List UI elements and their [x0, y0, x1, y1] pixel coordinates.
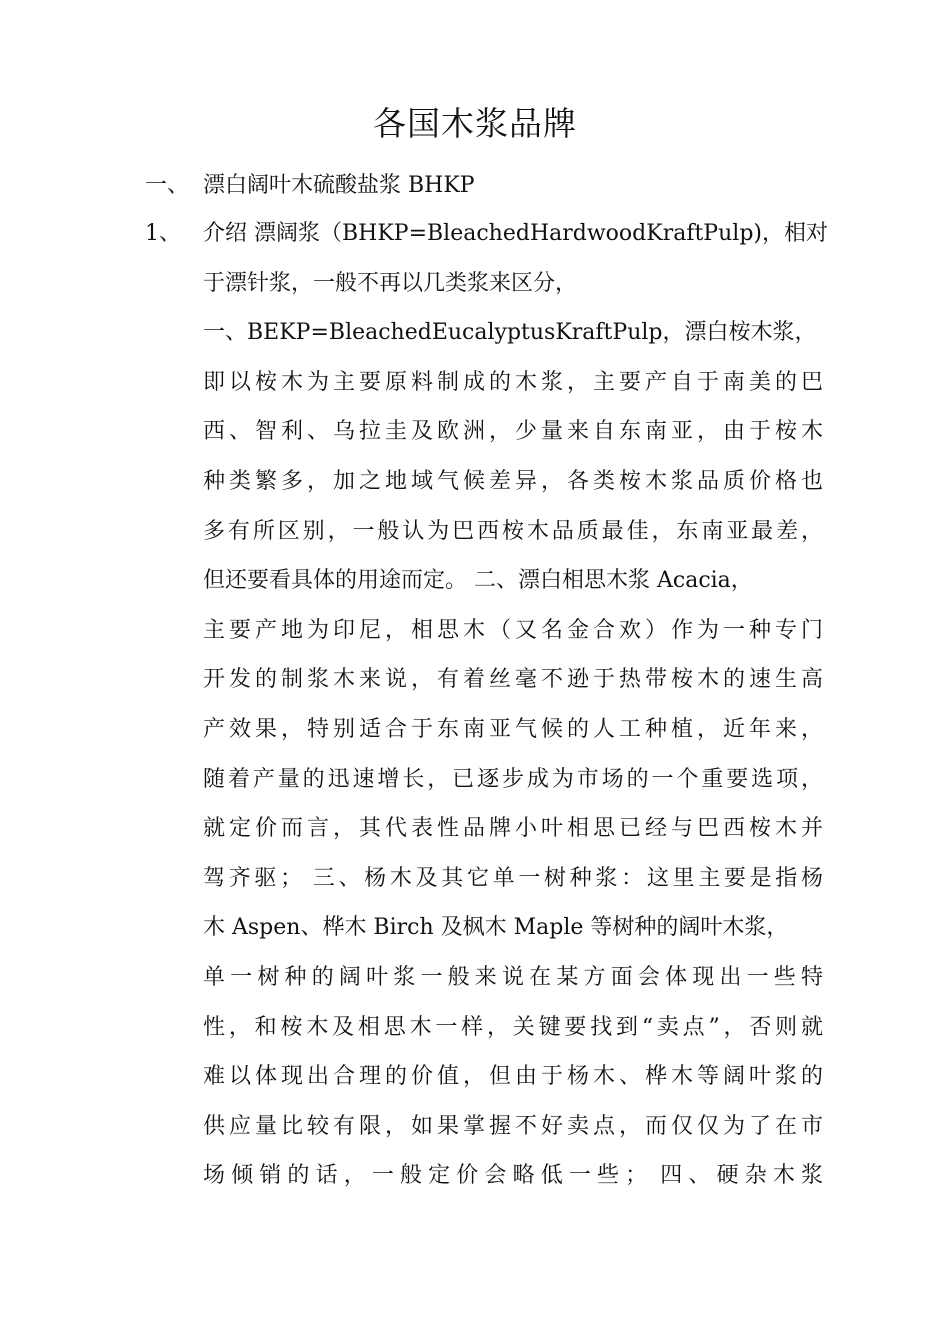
item-number: 1、 — [145, 221, 181, 246]
paragraph-line: 西、智利、乌拉圭及欧洲，少量来自东南亚，由于桉木 — [203, 419, 823, 445]
paragraph-line: 介绍 漂阔浆（BHKP=BleachedHardwoodKraftPulp)，相对 — [203, 221, 828, 246]
paragraph-line: 即以桉木为主要原料制成的木浆，主要产自于南美的巴 — [203, 369, 823, 395]
paragraph-line: 开发的制浆木来说，有着丝毫不逊于热带桉木的速生高 — [203, 667, 823, 693]
paragraph-line: 木 Aspen、桦木 Birch 及枫木 Maple 等树种的阔叶木浆， — [203, 915, 789, 941]
section-heading — [145, 166, 475, 206]
paragraph-line: 驾齐驱； 三、杨木及其它单一树种浆：这里主要是指杨 — [203, 865, 823, 891]
paragraph-line: 性，和桉木及相思木一样，关键要找到“卖点”，否则就 — [203, 1014, 823, 1040]
paragraph-line: 产效果，特别适合于东南亚气候的人工种植，近年来， — [203, 717, 823, 742]
section-number: 一、 — [145, 173, 190, 198]
paragraph-line: 随着产量的迅速增长，已逐步成为市场的一个重要选项， — [203, 766, 823, 792]
paragraph-line: 供应量比较有限，如果掌握不好卖点，而仅仅为了在市 — [203, 1113, 823, 1139]
paragraph-line: 主要产地为印尼，相思木（又名金合欢）作为一种专门 — [203, 617, 823, 643]
paragraph-line: 多有所区别，一般认为巴西桉木品质最佳，东南亚最差， — [203, 518, 823, 544]
paragraph-line: 种类繁多，加之地域气候差异，各类桉木浆品质价格也 — [203, 469, 823, 494]
paragraph-line: 就定价而言，其代表性品牌小叶相思已经与巴西桉木并 — [203, 816, 823, 842]
paragraph-line: 单一树种的阔叶浆一般来说在某方面会体现出一些特 — [203, 965, 823, 990]
paragraph-line: 一、BEKP=BleachedEucalyptusKraftPulp，漂白桉木浆， — [203, 320, 817, 346]
section-heading-text: 漂白阔叶木硫酸盐浆 BHKP — [203, 173, 475, 198]
paragraph-line: 难以体现出合理的价值，但由于杨木、桦木等阔叶浆的 — [203, 1064, 823, 1090]
page-title: 各国木浆品牌 — [373, 104, 577, 143]
paragraph-line: 于漂针浆，一般不再以几类浆来区分， — [203, 270, 578, 296]
paragraph-line: 场倾销的话，一般定价会略低一些； 四、硬杂木浆 — [203, 1163, 823, 1189]
paragraph-line: 但还要看具体的用途而定。 二、漂白相思木浆 Acacia， — [203, 568, 753, 594]
